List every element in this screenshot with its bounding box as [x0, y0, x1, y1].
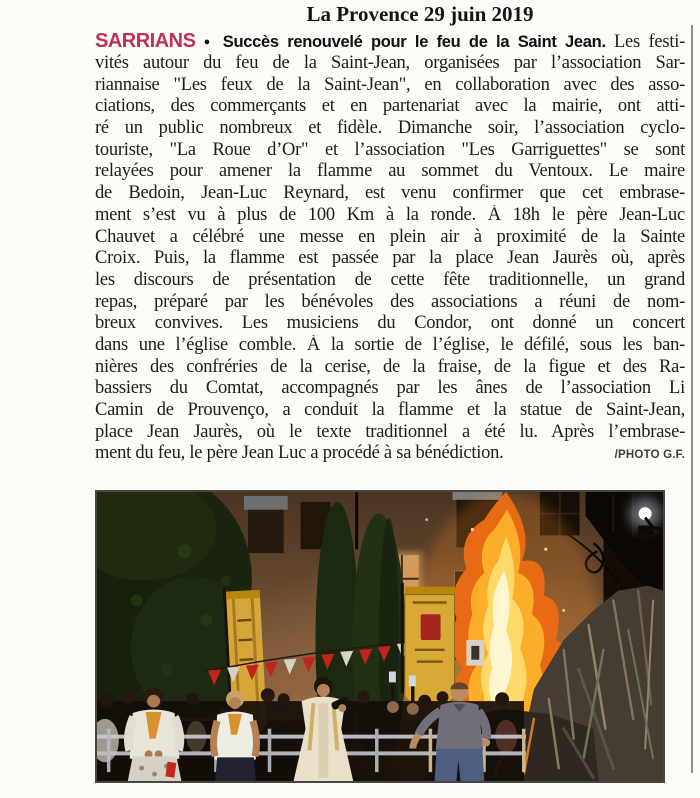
article-body-line: relayées pour amener la flamme au sommet du Ventoux. Le maire [95, 161, 685, 182]
article-body-line: bassiers du Comtat, accompagnés par les ânes de l’association Li [95, 378, 685, 399]
article [95, 30, 685, 465]
page-title: La Provence 29 juin 2019 [306, 2, 534, 26]
article-photo [95, 490, 665, 783]
article-body-line: breux convives. Les musiciens du Condor, ont donné un concert [95, 313, 685, 334]
article-body-line: touriste, "La Roue d’Or" et l’association "Les Garriguettes" se sont [95, 139, 685, 160]
article-body-line: Camin de Prouvenço, a conduit la flamme et la statue de Saint-Jean, [95, 400, 685, 420]
body-first-words: Les festi- [613, 32, 685, 52]
article-body-line: Chauvet a célébré une messe en plein air à proximité de la Sainte [95, 226, 685, 247]
photo-illustration [97, 492, 663, 781]
body-last-words: ment du feu, le père Jean Luc a procédé à sa bénédiction. [95, 443, 504, 464]
article-body-line: place Jean Jaurès, où le texte traditionnel a été lu. Après l’embrase- [95, 421, 685, 442]
article-body-line: riannaise "Les feux de la Saint-Jean", en collaboration avec des asso- [95, 74, 685, 95]
article-body-line: ment s’est vu à plus de 100 Km à la ronde. À 18h le père Jean-Luc [95, 204, 685, 225]
article-first-line [95, 30, 685, 53]
section-kicker: SARRIANS [95, 30, 196, 52]
article-body-line: Croix. Puis, la flamme est passée par la place Jean Jaurès où, après [95, 248, 685, 269]
article-body-line: repas, préparé par les bénévoles des associations a réuni de nom- [95, 291, 685, 312]
article-headline: Succès renouvelé pour le feu de la Saint Jean. [222, 33, 606, 51]
flag-mast [355, 492, 358, 549]
article-body-line: nières des confréries de la cerise, de la fraise, de la figue et des Ra- [95, 356, 685, 377]
article-body-line: vités autour du feu de la Saint-Jean, organisées par l’association Sar- [95, 53, 685, 73]
article-body [95, 53, 685, 443]
photo-credit: /PHOTO G.F. [614, 449, 685, 462]
article-body-line: de Bedoin, Jean-Luc Reynard, est venu confirmer que cet embrase- [95, 183, 685, 204]
bullet-icon: ● [203, 36, 215, 48]
article-body-line: ré un public nombreux et fidèle. Dimanche soir, l’association cyclo- [95, 118, 685, 139]
article-last-line [95, 443, 685, 465]
article-body-line: les discours de présentation de cette fête traditionnelle, un grand [95, 269, 685, 290]
article-body-line: ciations, des commerçants et en partenariat avec la mairie, ont atti- [95, 96, 685, 117]
column-rule [691, 25, 693, 773]
article-body-line: dans une l’église comble. À la sortie de l’église, le défilé, sous les ban- [95, 334, 685, 355]
